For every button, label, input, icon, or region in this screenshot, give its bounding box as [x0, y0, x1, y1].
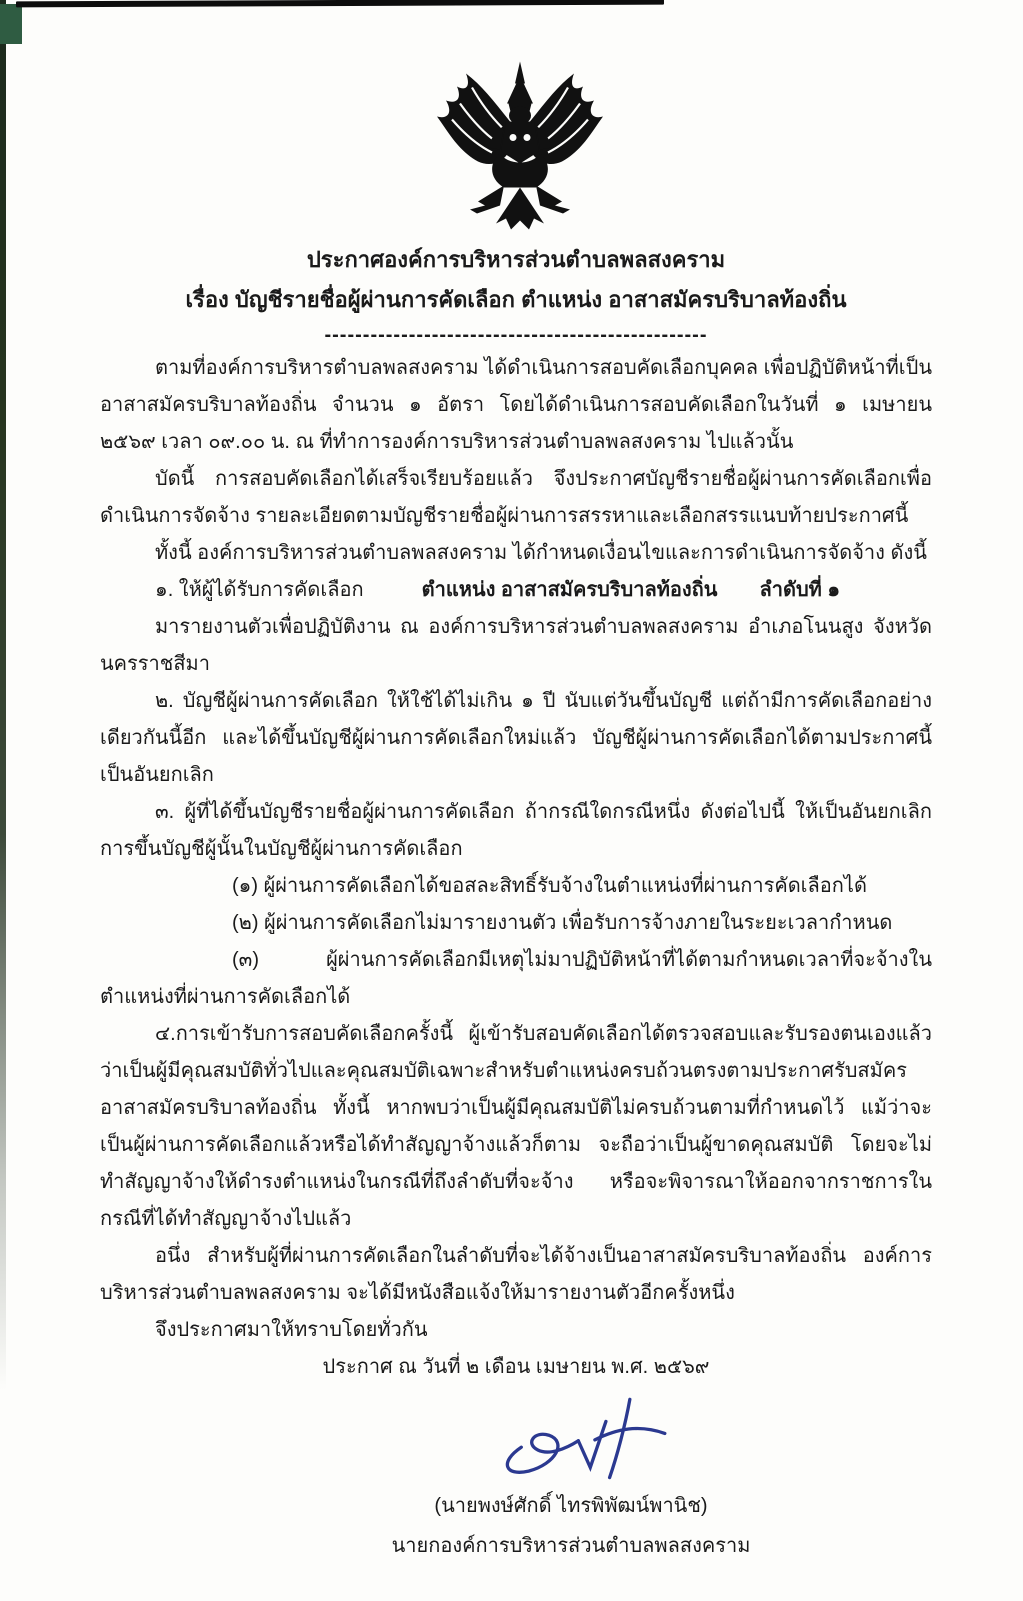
para-closing: จึงประกาศมาให้ทราบโดยทั่วกัน — [155, 1319, 428, 1341]
doc-title: ประกาศองค์การบริหารส่วนตำบลพลสงคราม — [306, 247, 726, 272]
document-body — [100, 240, 932, 1566]
scan-artifact-corner — [0, 4, 22, 44]
announcement-date: ประกาศ ณ วันที่ ๒ เดือน เมษายน พ.ศ. ๒๕๖๙ — [322, 1356, 710, 1378]
list-item-1-continued: มารายงานตัวเพื่อปฏิบัติงาน ณ องค์การบริหารส่วนตำบลพลสงคราม อำเภอโนนสูง จังหวัดนครราชสีมา — [100, 616, 932, 675]
item-1-rank: ลำดับที่ ๑ — [759, 579, 841, 601]
signer-name: (นายพงษ์ศักดิ์ ไทรพิพัฒน์พานิช) — [434, 1495, 708, 1517]
sub-item-3: (๓) ผู้ผ่านการคัดเลือกมีเหตุไม่มาปฏิบัติหน้าที่ได้ตามกำหนดเวลาที่จะจ้างในตำแหน่งที่ผ่านการคัดเลือกได้ — [100, 949, 932, 1008]
signature-area — [100, 1390, 932, 1486]
list-item-2: ๒. บัญชีผู้ผ่านการคัดเลือก ให้ใช้ได้ไม่เกิน ๑ ปี นับแต่วันขึ้นบัญชี แต่ถ้ามีการคัดเลือกอย่างเดียวกันนี้อีก และได้ขึ้นบัญชีผู้ผ่านการคัดเลือกใหม่แล้ว บัญชีผู้ผ่านการคัดเลือกได้ตามประกาศนี้เป็นอันยกเลิก — [100, 690, 932, 786]
list-item-1 — [100, 572, 932, 609]
doc-subject: เรื่อง บัญชีรายชื่อผู้ผ่านการคัดเลือก ตำแหน่ง อาสาสมัครบริบาลท้องถิ่น — [185, 287, 847, 312]
divider-line: -------------------------------------------------- — [324, 324, 708, 346]
list-item-4: ๔.การเข้ารับการสอบคัดเลือกครั้งนี้ ผู้เข้ารับสอบคัดเลือกได้ตรวจสอบและรับรองตนเองแล้วว่าเป็นผู้มีคุณสมบัติทั่วไปและคุณสมบัติเฉพาะสำหรับตำแหน่งครบถ้วนตรงตามประกาศรับสมัครอาสาสมัครบริบาลท้องถิ่น ทั้งนี้ หากพบว่าเป็นผู้มีคุณสมบัติไม่ครบถ้วนตามที่กำหนดไว้ แม้ว่าจะเป็นผู้ผ่านการคัดเลือกแล้วหรือได้ทำสัญญาจ้างแล้วก็ตาม จะถือว่าเป็นผู้ขาดคุณสมบัติ โดยจะไม่ทำสัญญาจ้างให้ดำรงตำแหน่งในกรณีที่ถึงลำดับที่จะจ้าง หรือจะพิจารณาให้ออกจากราชการในกรณีที่ได้ทำสัญญาจ้างไปแล้ว — [100, 1023, 932, 1230]
item-1-prefix: ๑. ให้ผู้ได้รับการคัดเลือก — [155, 579, 364, 601]
sub-item-1: (๑) ผู้ผ่านการคัดเลือกได้ขอสละสิทธิ์รับจ้างในตำแหน่งที่ผ่านการคัดเลือกได้ — [232, 875, 867, 897]
scan-artifact-top-edge — [16, 0, 664, 7]
para-result: บัดนี้ การสอบคัดเลือกได้เสร็จเรียบร้อยแล้ว จึงประกาศบัญชีรายชื่อผู้ผ่านการคัดเลือกเพื่อดำเนินการจัดจ้าง รายละเอียดตามบัญชีรายชื่อผู้ผ่านการสรรหาและเลือกสรรแนบท้ายประกาศนี้ — [100, 468, 932, 527]
list-item-3: ๓. ผู้ที่ได้ขึ้นบัญชีรายชื่อผู้ผ่านการคัดเลือก ถ้ากรณีใดกรณีหนึ่ง ดังต่อไปนี้ ให้เป็นอันยกเลิก การขึ้นบัญชีผู้นั้นในบัญชีผู้ผ่านการคัดเลือก — [100, 801, 932, 860]
para-intro: ตามที่องค์การบริหารตำบลพลสงคราม ได้ดำเนินการสอบคัดเลือกบุคคล เพื่อปฏิบัติหน้าที่เป็นอาสาสมัครบริบาลท้องถิ่น จำนวน ๑ อัตรา โดยได้ดำเนินการสอบคัดเลือกในวันที่ ๑ เมษายน ๒๕๖๙ เวลา ๐๙.๐๐ น. ณ ที่ทำการองค์การบริหารส่วนตำบลพลสงคราม ไปแล้วนั้น — [100, 357, 932, 453]
signature-ink — [488, 1392, 676, 1484]
para-note: อนึ่ง สำหรับผู้ที่ผ่านการคัดเลือกในลำดับที่จะได้จ้างเป็นอาสาสมัครบริบาลท้องถิ่น องค์การบริหารส่วนตำบลพลสงคราม จะได้มีหนังสือแจ้งให้มารายงานตัวอีกครั้งหนึ่ง — [100, 1245, 932, 1304]
scan-artifact-left-edge — [0, 0, 6, 1390]
garuda-emblem-icon — [420, 56, 620, 234]
sub-item-2: (๒) ผู้ผ่านการคัดเลือกไม่มารายงานตัว เพื่อรับการจ้างภายในระยะเวลากำหนด — [232, 912, 893, 934]
signer-title: นายกองค์การบริหารส่วนตำบลพลสงคราม — [391, 1535, 751, 1557]
item-1-position: ตำแหน่ง อาสาสมัครบริบาลท้องถิ่น — [421, 579, 718, 601]
para-conditions: ทั้งนี้ องค์การบริหารส่วนตำบลพลสงคราม ได้กำหนดเงื่อนไขและการดำเนินการจัดจ้าง ดังนี้ — [155, 542, 927, 564]
